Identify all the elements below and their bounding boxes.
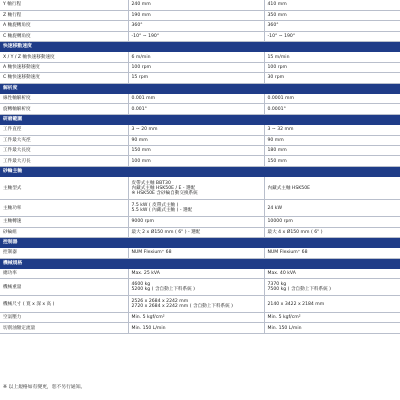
spec-row bbox=[0, 73, 400, 83]
spec-label: 切削油額定流量 bbox=[0, 323, 128, 333]
spec-label: 工件直徑 bbox=[0, 125, 128, 135]
spec-row bbox=[0, 269, 400, 279]
spec-value-model-2 bbox=[264, 104, 400, 114]
spec-value-line: 4600 kg bbox=[131, 282, 151, 288]
section-title: 研磨範圍 bbox=[0, 114, 400, 124]
spec-value-model-2 bbox=[264, 269, 400, 279]
spec-row bbox=[0, 156, 400, 166]
spec-value-model-2 bbox=[264, 21, 400, 31]
section-title: 砂輪主軸 bbox=[0, 166, 400, 176]
spec-value-line: 5200 kg ( 含自動上下料系統 ) bbox=[131, 287, 195, 293]
spec-value-line: 0.001° bbox=[131, 106, 147, 112]
spec-value-line: 最大 2 x Ø150 mm ( 6" ) - 選配 bbox=[131, 229, 201, 235]
spec-value-model-1 bbox=[128, 21, 264, 31]
spec-row bbox=[0, 296, 400, 313]
spec-label: A 軸旋轉角度 bbox=[0, 21, 128, 31]
spec-value-line: 150 mm bbox=[267, 158, 287, 164]
spec-value-model-2 bbox=[264, 177, 400, 200]
spec-row bbox=[0, 125, 400, 135]
spec-value-line: 30 rpm bbox=[267, 75, 285, 81]
spec-label: 主軸轉速 bbox=[0, 217, 128, 227]
spec-label: C 軸旋轉角度 bbox=[0, 31, 128, 41]
spec-label: 旋轉軸解析度 bbox=[0, 104, 128, 114]
spec-label: 主軸功率 bbox=[0, 200, 128, 217]
spec-value-line: Max. 25 kVA bbox=[131, 271, 160, 277]
spec-value-model-1 bbox=[128, 125, 264, 135]
spec-label: 總功率 bbox=[0, 269, 128, 279]
spec-value-model-2 bbox=[264, 217, 400, 227]
spec-value-line: 7500 kg ( 含自動上下料系統 ) bbox=[267, 287, 331, 293]
spec-value-line: 410 mm bbox=[267, 2, 287, 8]
spec-value-model-1 bbox=[128, 145, 264, 155]
spec-value-line: 360° bbox=[267, 23, 279, 29]
spec-value-line: Min. 5 kgf/cm² bbox=[267, 315, 301, 321]
spec-row bbox=[0, 21, 400, 31]
spec-value-line: 0.0001° bbox=[267, 106, 286, 112]
spec-label: X / Y / Z 軸快速移動速度 bbox=[0, 52, 128, 62]
spec-value-line: 15 m/min bbox=[267, 54, 290, 60]
spec-value-model-2 bbox=[264, 52, 400, 62]
spec-value-line: -10° ~ 190° bbox=[267, 33, 296, 39]
spec-value-model-1 bbox=[128, 323, 264, 333]
spec-row bbox=[0, 313, 400, 323]
spec-value-model-2 bbox=[264, 10, 400, 20]
spec-value-line: 100 rpm bbox=[267, 65, 288, 71]
spec-value-model-2 bbox=[264, 156, 400, 166]
spec-value-line: 10000 rpm bbox=[267, 219, 293, 225]
spec-row bbox=[0, 145, 400, 155]
spec-value-line: 190 mm bbox=[131, 13, 151, 19]
spec-value-model-1 bbox=[128, 200, 264, 217]
section-title: 快速移動速度 bbox=[0, 42, 400, 52]
spec-label: Y 軸行程 bbox=[0, 0, 128, 10]
spec-row bbox=[0, 279, 400, 296]
spec-value-line: 360° bbox=[131, 23, 143, 29]
spec-label: 主軸型式 bbox=[0, 177, 128, 200]
spec-value-line: 7370 kg bbox=[267, 282, 287, 288]
spec-label: 空氣壓力 bbox=[0, 313, 128, 323]
spec-value-model-2 bbox=[264, 200, 400, 217]
spec-value-model-1 bbox=[128, 0, 264, 10]
spec-value-model-2 bbox=[264, 94, 400, 104]
section-header bbox=[0, 42, 400, 52]
spec-row bbox=[0, 0, 400, 10]
spec-value-model-2 bbox=[264, 145, 400, 155]
spec-value-model-2 bbox=[264, 31, 400, 41]
spec-value-line: 2526 x 2684 x 2242 mm bbox=[131, 299, 189, 305]
spec-label: 機械重量 bbox=[0, 279, 128, 296]
section-header bbox=[0, 114, 400, 124]
spec-value-line: NUM Flexium⁺ 68 bbox=[131, 250, 172, 256]
spec-value-line: 內藏式主軸 HSK50E bbox=[267, 185, 311, 191]
spec-row bbox=[0, 227, 400, 237]
spec-value-line: 15 rpm bbox=[131, 75, 149, 81]
spec-value-line: 100 rpm bbox=[131, 65, 152, 71]
spec-value-line: 內藏式主軸 HSK50E / E - 選配 bbox=[131, 185, 196, 191]
spec-value-line: 2140 x 3422 x 2184 mm bbox=[267, 301, 325, 307]
spec-value-line: 100 mm bbox=[131, 158, 151, 164]
spec-row bbox=[0, 135, 400, 145]
spec-value-line: 2720 x 2684 x 2242 mm ( 含自動上下料系統 ) bbox=[131, 304, 233, 310]
spec-value-model-2 bbox=[264, 313, 400, 323]
spec-row bbox=[0, 31, 400, 41]
spec-row bbox=[0, 217, 400, 227]
spec-value-model-2 bbox=[264, 62, 400, 72]
spec-label: 工件最大刃長 bbox=[0, 156, 128, 166]
spec-value-model-1 bbox=[128, 156, 264, 166]
spec-label: 工件最大夾徑 bbox=[0, 135, 128, 145]
spec-value-line: 180 mm bbox=[267, 148, 287, 154]
spec-row bbox=[0, 200, 400, 217]
spec-value-line: 最大 4 x Ø150 mm ( 6" ) bbox=[267, 229, 323, 235]
spec-value-model-2 bbox=[264, 73, 400, 83]
spec-value-line: 0.001 mm bbox=[131, 96, 156, 102]
spec-value-line: 3 ~ 20 mm bbox=[131, 127, 158, 133]
section-title: 機械規格 bbox=[0, 258, 400, 268]
spec-value-line: 9000 rpm bbox=[131, 219, 154, 225]
spec-value-line: 90 mm bbox=[267, 137, 284, 143]
spec-label: Z 軸行程 bbox=[0, 10, 128, 20]
spec-value-model-2 bbox=[264, 227, 400, 237]
section-header bbox=[0, 237, 400, 247]
section-title: 控制器 bbox=[0, 237, 400, 247]
spec-value-line: NUM Flexium⁺ 68 bbox=[267, 250, 308, 256]
footnote: ※ 以上規格如有變更，恕不另行通知。 bbox=[3, 385, 86, 390]
spec-label: 線性軸解析度 bbox=[0, 94, 128, 104]
spec-row bbox=[0, 248, 400, 258]
section-title: 解析度 bbox=[0, 83, 400, 93]
spec-value-line: Min. 150 L/min bbox=[267, 325, 302, 331]
spec-value-model-1 bbox=[128, 73, 264, 83]
spec-value-model-1 bbox=[128, 52, 264, 62]
spec-label: 砂輪組 bbox=[0, 227, 128, 237]
spec-value-model-2 bbox=[264, 323, 400, 333]
spec-row bbox=[0, 52, 400, 62]
spec-value-model-1 bbox=[128, 279, 264, 296]
spec-value-model-1 bbox=[128, 31, 264, 41]
spec-value-model-1 bbox=[128, 62, 264, 72]
spec-value-line: 5.5 kW ( 內藏式主軸 ) - 選配 bbox=[131, 208, 193, 214]
spec-value-model-1 bbox=[128, 104, 264, 114]
spec-row bbox=[0, 62, 400, 72]
spec-value-model-1 bbox=[128, 227, 264, 237]
spec-value-line: 3 ~ 32 mm bbox=[267, 127, 294, 133]
section-header bbox=[0, 166, 400, 176]
spec-value-line: -10° ~ 190° bbox=[131, 33, 160, 39]
spec-label: A 軸快速移動速度 bbox=[0, 62, 128, 72]
spec-value-model-2 bbox=[264, 279, 400, 296]
spec-value-model-1 bbox=[128, 269, 264, 279]
spec-value-model-1 bbox=[128, 135, 264, 145]
spec-value-model-1 bbox=[128, 248, 264, 258]
spec-value-line: 350 mm bbox=[267, 13, 287, 19]
spec-label: 機械尺寸 ( 寬 x 深 x 高 ) bbox=[0, 296, 128, 313]
spec-value-line: Min. 5 kgf/cm² bbox=[131, 315, 165, 321]
spec-row bbox=[0, 323, 400, 333]
spec-row bbox=[0, 94, 400, 104]
spec-value-model-1 bbox=[128, 177, 264, 200]
spec-value-model-2 bbox=[264, 0, 400, 10]
section-header bbox=[0, 83, 400, 93]
spec-value-line: 90 mm bbox=[131, 137, 148, 143]
spec-value-model-2 bbox=[264, 296, 400, 313]
spec-value-line: 0.0001 mm bbox=[267, 96, 294, 102]
spec-value-model-1 bbox=[128, 296, 264, 313]
spec-value-line: 150 mm bbox=[131, 148, 151, 154]
spec-label: C 軸快速移動速度 bbox=[0, 73, 128, 83]
spec-value-line: 24 kW bbox=[267, 205, 283, 211]
section-header bbox=[0, 258, 400, 268]
spec-value-line: Min. 150 L/min bbox=[131, 325, 166, 331]
spec-value-line: 240 mm bbox=[131, 2, 151, 8]
spec-value-line: 皮帶式主軸 BBT30 bbox=[131, 180, 171, 186]
spec-value-line: ※ HSK50E 含砂輪自動交換系統 bbox=[131, 190, 198, 196]
spec-row bbox=[0, 104, 400, 114]
spec-label: 工件最大長度 bbox=[0, 145, 128, 155]
spec-value-model-1 bbox=[128, 217, 264, 227]
spec-row bbox=[0, 177, 400, 200]
spec-value-model-1 bbox=[128, 10, 264, 20]
spec-value-line: 7.5 kW ( 皮帶式主軸 ) bbox=[131, 203, 179, 209]
spec-row bbox=[0, 10, 400, 20]
spec-value-model-1 bbox=[128, 313, 264, 323]
spec-value-line: 6 m/min bbox=[131, 54, 151, 60]
spec-value-model-2 bbox=[264, 125, 400, 135]
spec-value-model-2 bbox=[264, 248, 400, 258]
spec-value-model-1 bbox=[128, 94, 264, 104]
spec-value-line: Max. 40 kVA bbox=[267, 271, 296, 277]
spec-label: 控制器 bbox=[0, 248, 128, 258]
spec-value-model-2 bbox=[264, 135, 400, 145]
